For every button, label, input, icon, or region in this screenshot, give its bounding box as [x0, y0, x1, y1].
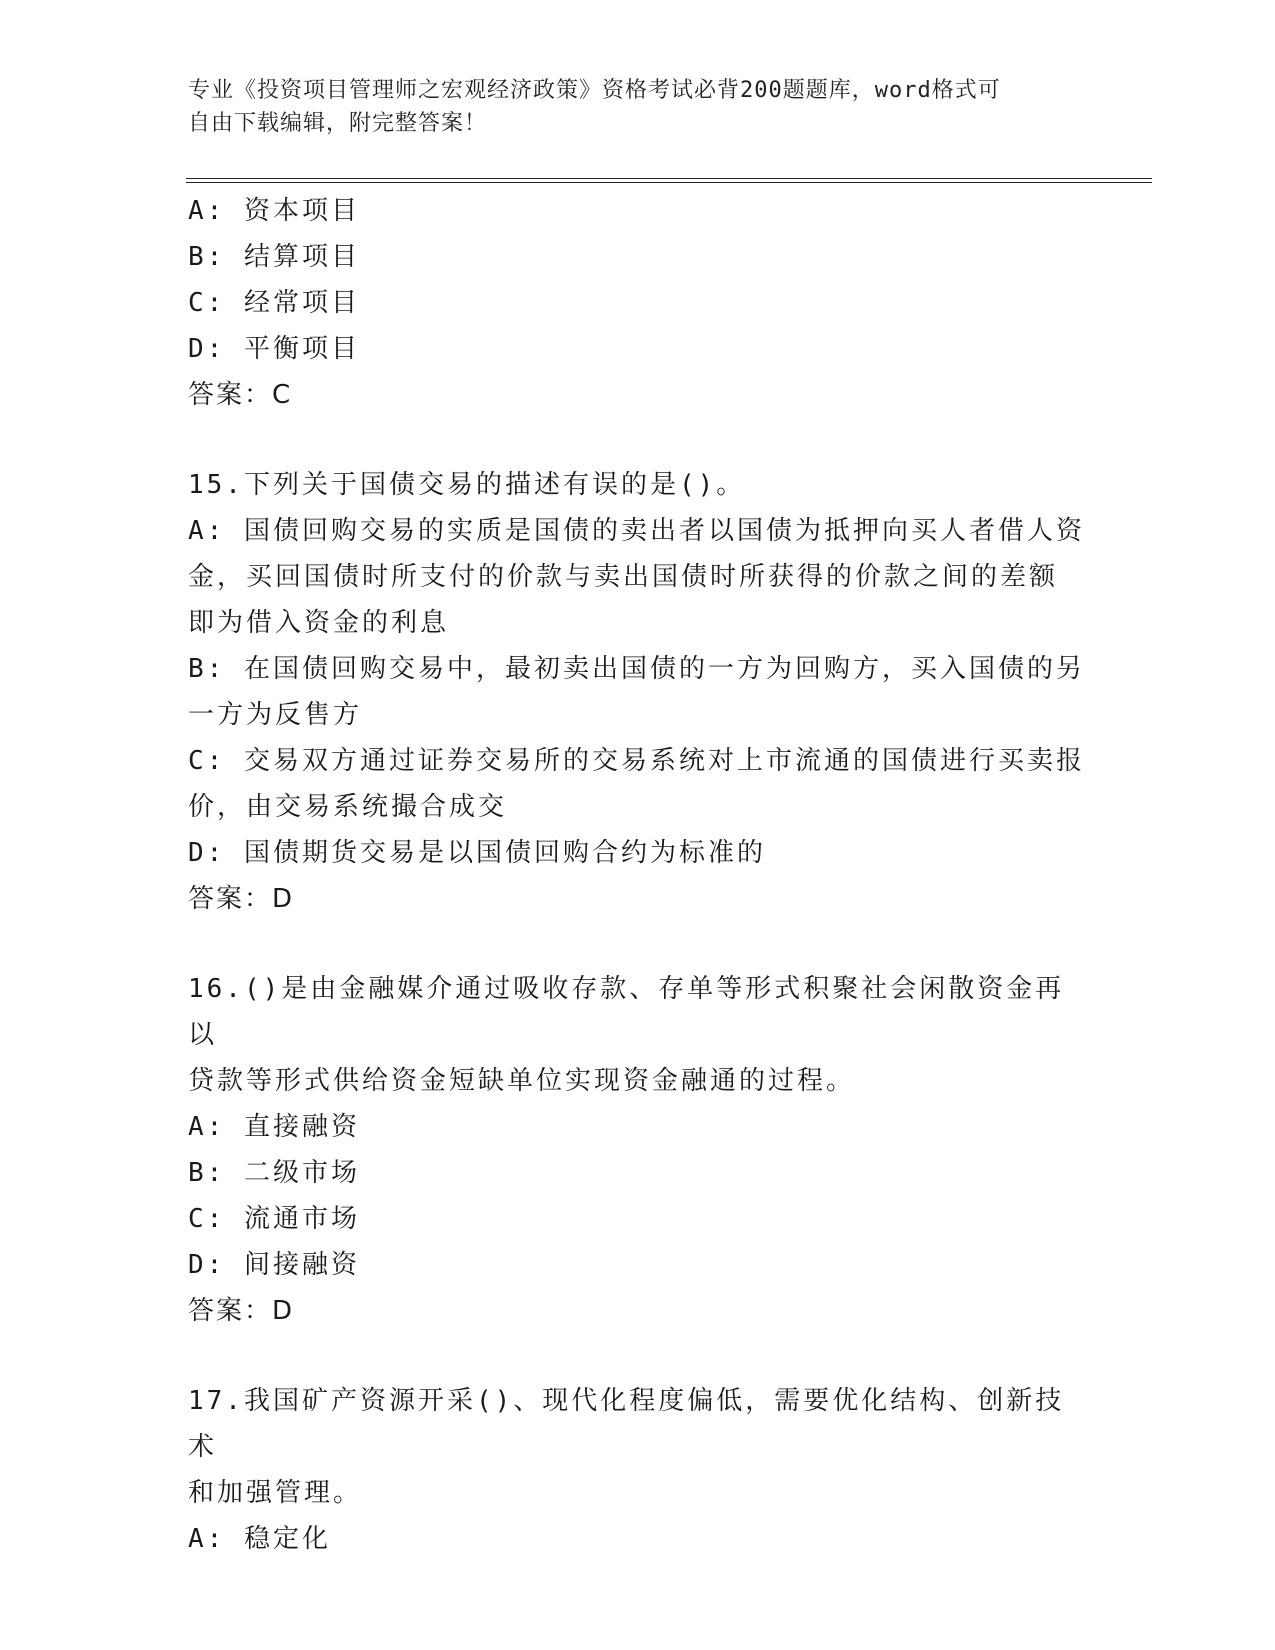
q15-option-c-line-1: C: 交易双方通过证券交易所的交易系统对上市流通的国债进行买卖报 [188, 746, 1085, 776]
q15-option-a-line-3: 即为借入资金的利息 [188, 608, 450, 638]
q16-stem-line-1: 16.()是由金融媒介通过吸收存款、存单等形式积聚社会闲散资金再以 [188, 974, 1065, 1050]
spacer [188, 922, 1088, 966]
q16-option-c: C: 流通市场 [188, 1204, 360, 1234]
q14-answer: 答案：C [188, 380, 293, 410]
q17-option-a: A: 稳定化 [188, 1524, 331, 1554]
question-content [188, 188, 1088, 1562]
header-divider-top [186, 178, 1152, 179]
q15-option-b-line-2: 一方为反售方 [188, 700, 363, 730]
q14-option-d: D: 平衡项目 [188, 334, 360, 364]
q15-stem: 15.下列关于国债交易的描述有误的是()。 [188, 470, 746, 500]
q15-answer: 答案：D [188, 884, 295, 914]
q15-option-d: D: 国债期货交易是以国债回购合约为标准的 [188, 838, 766, 868]
q14-option-b: B: 结算项目 [188, 242, 360, 272]
question-15-block [188, 462, 1088, 922]
header-divider-bottom [186, 182, 1152, 183]
spacer [188, 1334, 1088, 1378]
q16-stem-line-2: 贷款等形式供给资金短缺单位实现资金融通的过程。 [188, 1066, 856, 1096]
spacer [188, 418, 1088, 462]
q15-option-b-line-1: B: 在国债回购交易中，最初卖出国债的一方为回购方，买入国债的另 [188, 654, 1085, 684]
q17-stem-line-2: 和加强管理。 [188, 1478, 363, 1508]
q16-option-d: D: 间接融资 [188, 1250, 360, 1280]
q17-stem-line-1: 17.我国矿产资源开采()、现代化程度偏低，需要优化结构、创新技术 [188, 1386, 1065, 1462]
q16-answer: 答案：D [188, 1296, 295, 1326]
q15-option-c-line-2: 价，由交易系统撮合成交 [188, 792, 508, 822]
header-line-1: 专业《投资项目管理师之宏观经济政策》资格考试必背200题题库，word格式可 [188, 78, 1001, 103]
q16-option-b: B: 二级市场 [188, 1158, 360, 1188]
question-17-block [188, 1378, 1088, 1562]
q16-option-a: A: 直接融资 [188, 1112, 360, 1142]
question-14-block [188, 188, 1088, 418]
header-line-2: 自由下载编辑，附完整答案！ [188, 111, 488, 136]
q14-option-c: C: 经常项目 [188, 288, 360, 318]
q14-option-a: A: 资本项目 [188, 196, 360, 226]
q15-option-a-line-1: A: 国债回购交易的实质是国债的卖出者以国债为抵押向买人者借人资 [188, 516, 1085, 546]
document-header [188, 74, 1068, 140]
q15-option-a-line-2: 金，买回国债时所支付的价款与卖出国债时所获得的价款之间的差额 [188, 562, 1059, 592]
question-16-block [188, 966, 1088, 1334]
